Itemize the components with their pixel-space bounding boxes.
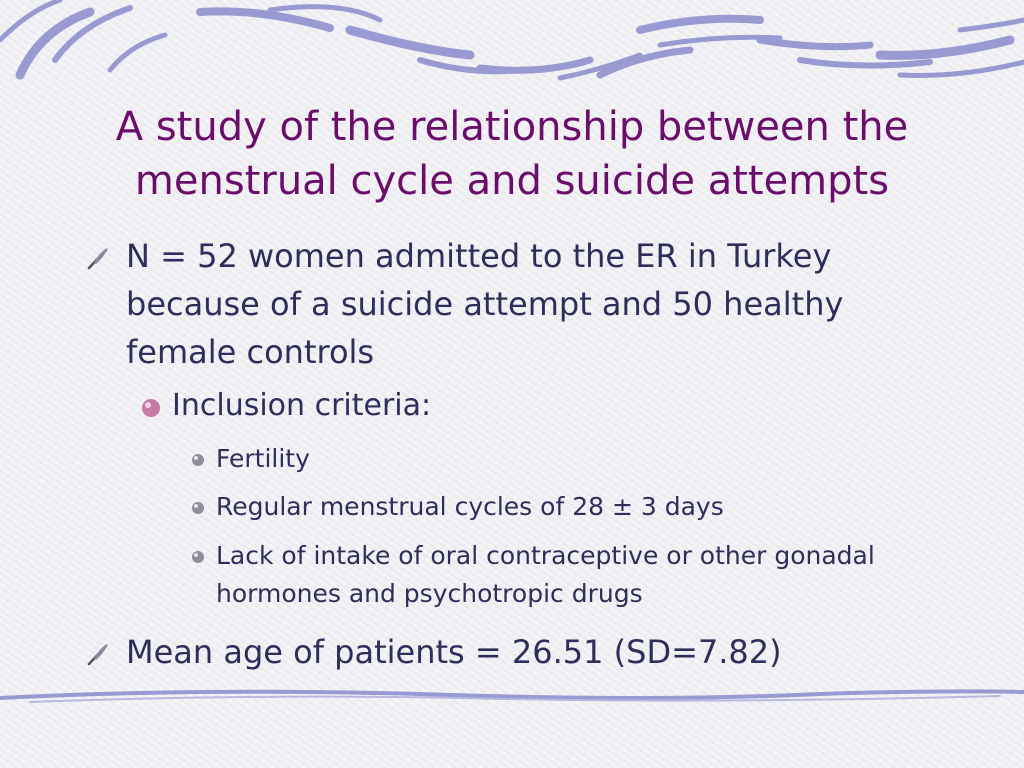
pink-ball-bullet-icon [140, 397, 162, 419]
bullet-regular-cycles: Regular menstrual cycles of 28 ± 3 days [216, 492, 724, 521]
small-gray-ball-bullet-icon [190, 549, 206, 565]
bullet-mean-age: Mean age of patients = 26.51 (SD=7.82) [126, 633, 782, 671]
slide-title: A study of the relationship between the menstrual cycle and suicide attempts [115, 104, 909, 204]
feather-quill-bullet-icon [86, 641, 112, 667]
bullet-fertility: Fertility [216, 444, 310, 473]
bullet-no-hormones: Lack of intake of oral contraceptive or other gonadal hormones and psychotropic drugs [216, 541, 875, 608]
small-gray-ball-bullet-icon [190, 452, 206, 468]
bullet-patients-description: N = 52 women admitted to the ER in Turkey because of a suicide attempt and 50 healthy female controls [126, 237, 844, 371]
small-gray-ball-bullet-icon [190, 500, 206, 516]
decorative-swoosh-banner [0, 0, 1024, 90]
decorative-bottom-rule [0, 680, 1024, 710]
feather-quill-bullet-icon [86, 245, 112, 271]
bullet-inclusion-criteria: Inclusion criteria: [172, 388, 432, 423]
